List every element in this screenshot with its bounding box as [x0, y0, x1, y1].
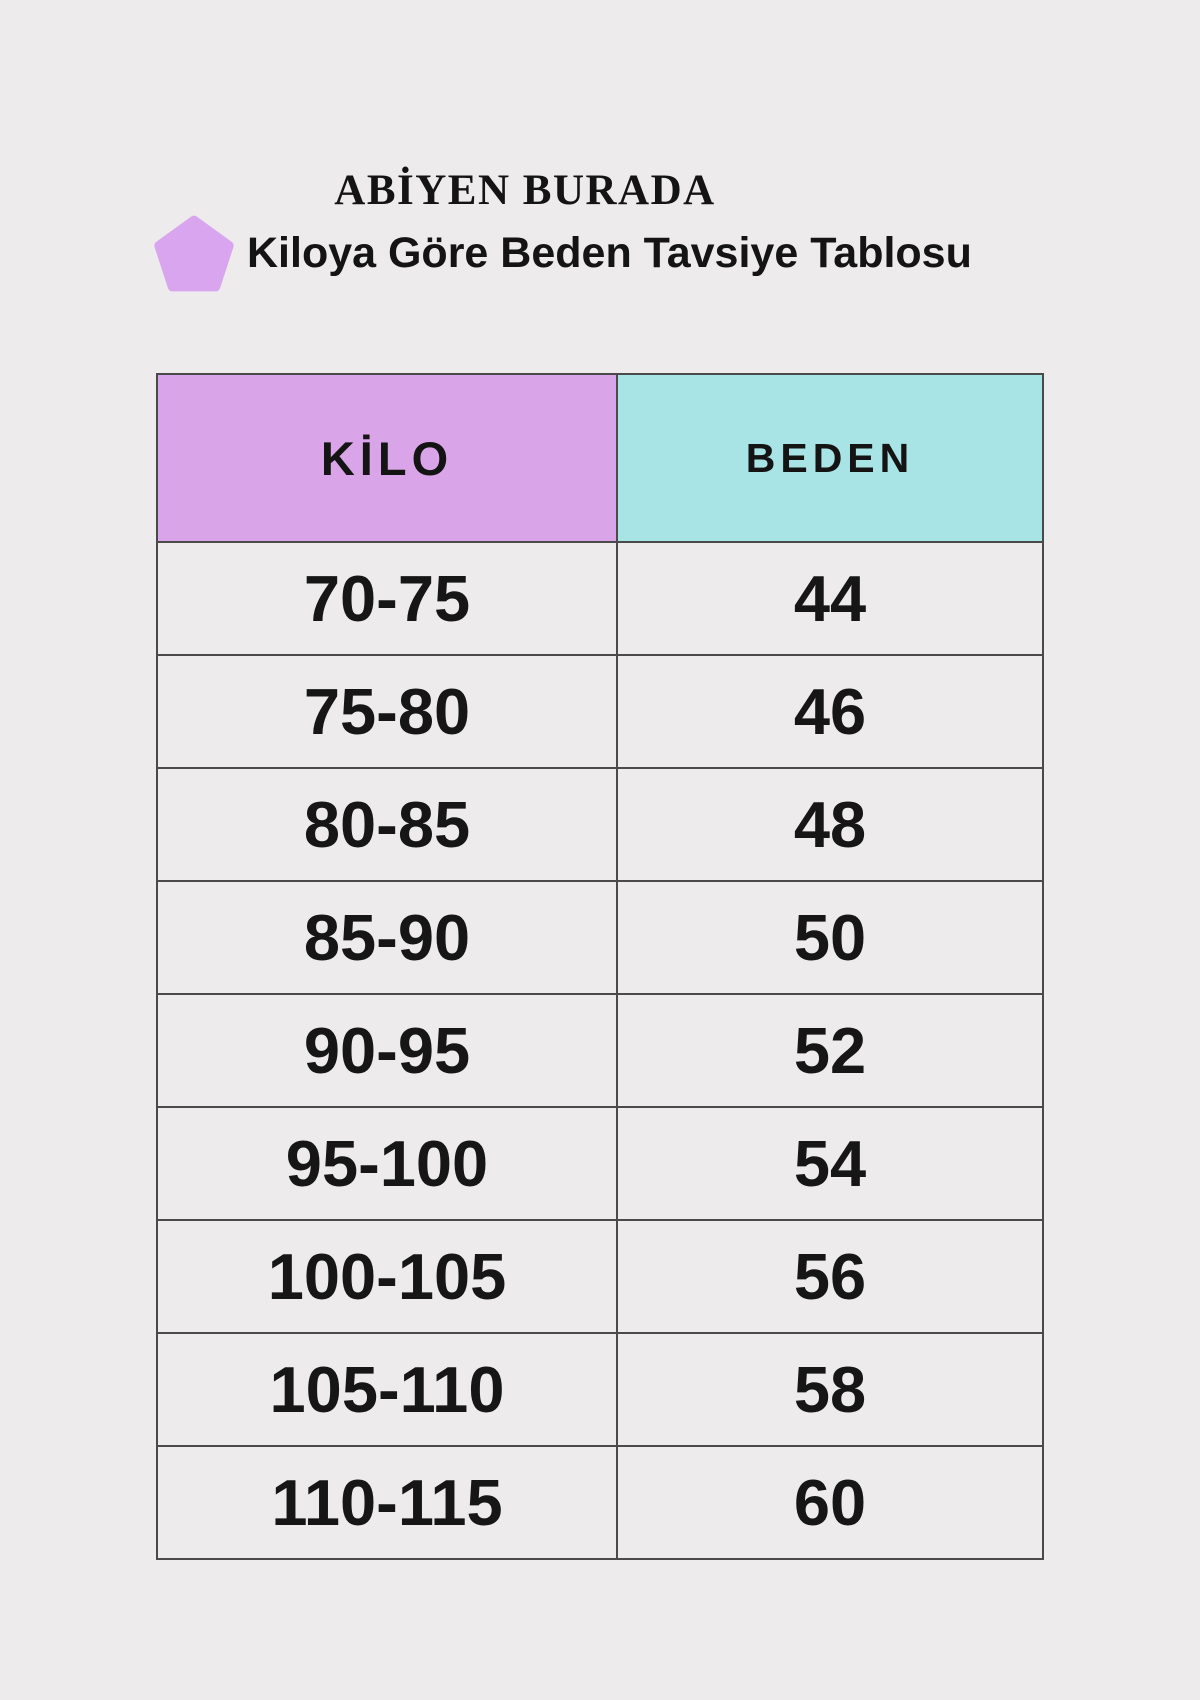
beden-cell: 52 — [617, 994, 1043, 1107]
beden-cell: 58 — [617, 1333, 1043, 1446]
kilo-cell: 110-115 — [157, 1446, 617, 1559]
beden-column-header: BEDEN — [617, 374, 1043, 542]
page-title: Kiloya Göre Beden Tavsiye Tablosu — [247, 228, 972, 277]
table-row — [157, 994, 1043, 1107]
brand-title: ABİYEN BURADA — [334, 167, 716, 214]
beden-cell: 60 — [617, 1446, 1043, 1559]
kilo-cell: 70-75 — [157, 542, 617, 655]
table-row — [157, 1107, 1043, 1220]
kilo-cell: 80-85 — [157, 768, 617, 881]
kilo-cell: 95-100 — [157, 1107, 617, 1220]
kilo-cell: 75-80 — [157, 655, 617, 768]
table-row — [157, 881, 1043, 994]
pentagon-icon — [153, 213, 235, 293]
size-table — [156, 373, 1044, 1560]
beden-cell: 44 — [617, 542, 1043, 655]
table-row — [157, 542, 1043, 655]
kilo-cell: 100-105 — [157, 1220, 617, 1333]
kilo-cell: 85-90 — [157, 881, 617, 994]
beden-cell: 48 — [617, 768, 1043, 881]
table-row — [157, 1220, 1043, 1333]
table-header-row — [157, 374, 1043, 542]
kilo-cell: 105-110 — [157, 1333, 617, 1446]
table-row — [157, 768, 1043, 881]
subtitle-row — [153, 211, 972, 295]
table-row — [157, 1446, 1043, 1559]
table-row — [157, 655, 1043, 768]
kilo-column-header: KİLO — [157, 374, 617, 542]
size-table-body — [157, 542, 1043, 1559]
table-row — [157, 1333, 1043, 1446]
beden-cell: 50 — [617, 881, 1043, 994]
beden-cell: 46 — [617, 655, 1043, 768]
beden-cell: 56 — [617, 1220, 1043, 1333]
beden-cell: 54 — [617, 1107, 1043, 1220]
kilo-cell: 90-95 — [157, 994, 617, 1107]
